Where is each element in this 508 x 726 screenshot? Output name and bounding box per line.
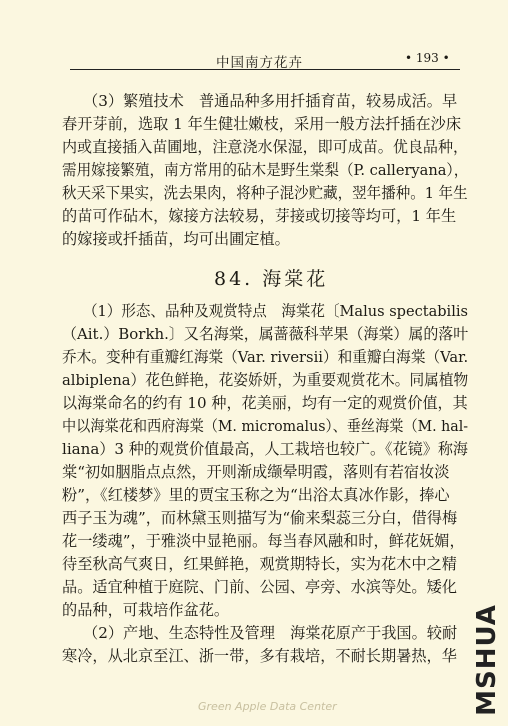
text-line: （2）产地、生态特性及管理 海棠花原产于我国。较耐 bbox=[83, 624, 458, 642]
text-line: 中以海棠花和西府海棠（M. micromalus）、垂丝海棠（M. hal- bbox=[62, 417, 469, 435]
text-line: 花一缕魂”，于雅淡中显艳丽。每当春风融和时，鲜花妩媚， bbox=[62, 532, 465, 550]
text-line: 品。适宜种植于庭院、门前、公园、亭旁、水滨等处。矮化 bbox=[62, 578, 457, 596]
text-line: 粉”，《红楼梦》里的贾宝玉称之为“出浴太真冰作影，捧心 bbox=[62, 486, 450, 504]
text-line: 的品种，可栽培作盆花。 bbox=[62, 601, 230, 619]
text-line: 棠“初如胭脂点点然，开则渐成缬晕明霞，落则有若宿妆淡 bbox=[62, 463, 450, 481]
text-line: albiplena）花色鲜艳，花姿娇妍，为重要观赏花木。同属植物 bbox=[62, 371, 469, 389]
running-title: 中国南方花卉 bbox=[216, 55, 303, 71]
text-line: 的嫁接或扦插苗，均可出圃定植。 bbox=[62, 230, 290, 248]
text-line: 需用嫁接繁殖，南方常用的砧木是野生棠梨（P. calleryana）， bbox=[62, 161, 469, 179]
page-number: • 193 • bbox=[405, 51, 450, 65]
side-mark-text: MSHUA bbox=[472, 604, 503, 716]
side-mark bbox=[470, 604, 504, 716]
text-line: 西子玉为魂”，而林黛玉则描写为“偷来梨蕊三分白，借得梅 bbox=[62, 509, 458, 527]
text-line: 乔木。变种有重瓣红海棠（Var. riversii）和重瓣白海棠（Var. bbox=[62, 348, 469, 366]
section-title: 84. 海棠花 bbox=[214, 268, 329, 290]
text-line: 以海棠命名的约有 10 种，花美丽，均有一定的观赏价值，其 bbox=[62, 394, 468, 412]
watermark: Green Apple Data Center bbox=[198, 700, 337, 713]
text-line: 寒冷，从北京至江、浙一带，多有栽培，不耐长期暑热，华 bbox=[62, 647, 457, 665]
text-line: 待至秋高气爽日，红果鲜艳，观赏期特长，实为花木中之精 bbox=[62, 555, 457, 573]
text-line: liana）3 种的观赏价值最高，人工栽培也较广。《花镜》称海 bbox=[62, 440, 469, 458]
text-line: （1）形态、品种及观赏特点 海棠花〔Malus spectabilis bbox=[83, 302, 468, 320]
text-line: （3）繁殖技术 普通品种多用扦插育苗，较易成活。早 bbox=[83, 92, 458, 110]
text-line: 的苗可作砧木，嫁接方法较易，芽接或切接等均可，1 年生 bbox=[62, 207, 457, 225]
header-rule bbox=[70, 69, 460, 70]
text-line: （Ait.）Borkh.〕又名海棠，属蔷薇科苹果（海棠）属的落叶 bbox=[62, 325, 469, 343]
text-line: 内或直接插入苗圃地，注意浇水保湿，即可成苗。优良品种， bbox=[62, 138, 469, 156]
text-line: 秋天采下果实，洗去果肉，将种子混沙贮藏，翌年播种。1 年生 bbox=[62, 184, 468, 202]
text-line: 春开芽前，选取 1 年生健壮嫩枝，采用一般方法扦插在沙床 bbox=[62, 115, 462, 133]
